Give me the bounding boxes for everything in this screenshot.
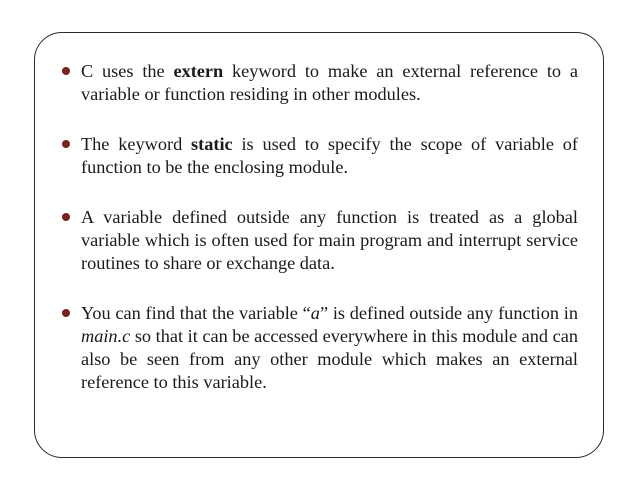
variable-name-a: a xyxy=(310,303,320,323)
bullet-text-segment: is used to specify the scope of variable of function to be the enclosing module. xyxy=(81,134,578,177)
bullet-text-segment: A variable defined outside any function is treated as a global variable which is often used for main program and interrupt service routines to share or exchange data. xyxy=(81,207,578,273)
bullet-list xyxy=(62,60,578,421)
bullet-text-segment: so that it can be accessed everywhere in this module and can also be seen from any other module which makes an external reference to this variable. xyxy=(81,326,578,392)
bullet-dot-icon xyxy=(62,309,70,317)
bullet-item xyxy=(62,206,578,275)
bullet-text-segment: ” is defined outside any function in xyxy=(319,303,578,323)
bullet-text-segment: keyword to make an external reference to a variable or function residing in other modules. xyxy=(81,61,578,104)
bullet-dot-icon xyxy=(62,140,70,148)
bullet-text-segment: The keyword xyxy=(81,134,192,154)
bullet-dot-icon xyxy=(62,213,70,221)
keyword-extern: extern xyxy=(173,61,224,81)
bullet-text-segment: C uses the xyxy=(81,61,174,81)
bullet-item xyxy=(62,302,578,394)
filename-main-c: main.c xyxy=(81,326,131,346)
bullet-item xyxy=(62,60,578,106)
keyword-static: static xyxy=(191,134,233,154)
bullet-item xyxy=(62,133,578,179)
bullet-text-segment: You can find that the variable “ xyxy=(81,303,311,323)
bullet-dot-icon xyxy=(62,67,70,75)
